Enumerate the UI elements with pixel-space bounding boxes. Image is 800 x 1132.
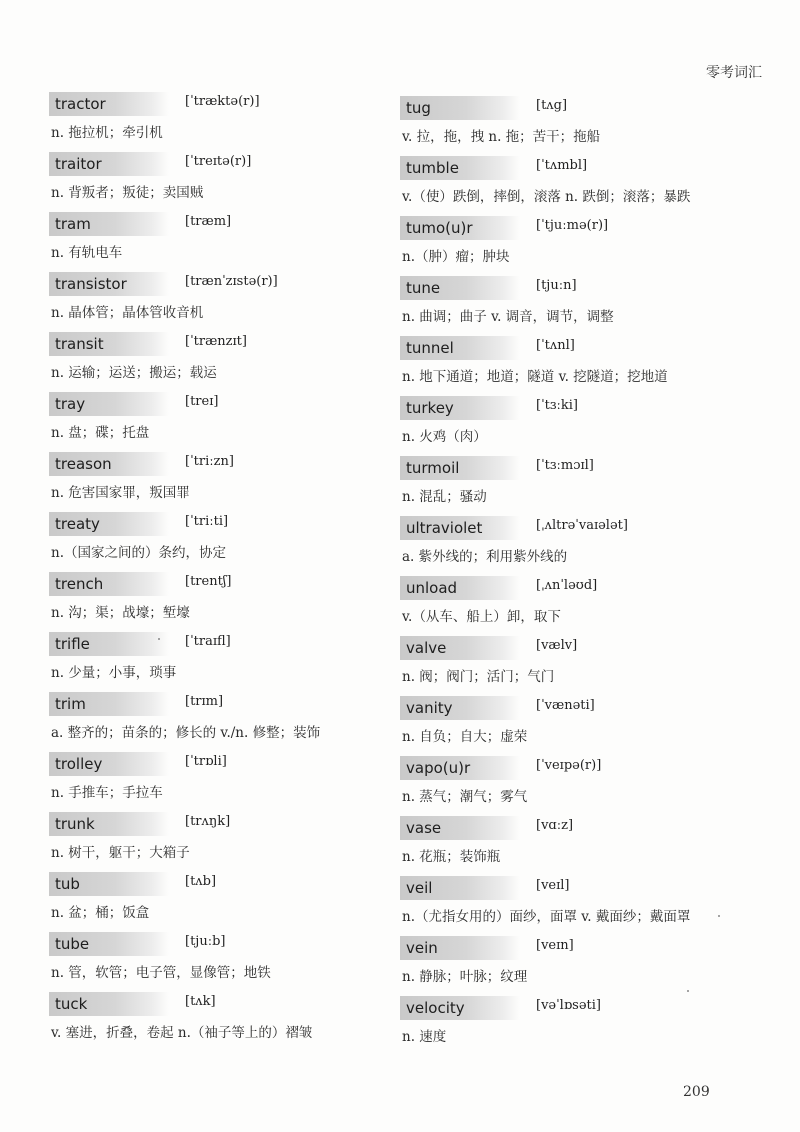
entry-phonetic: [tjuːb] — [185, 934, 226, 949]
page-number: 209 — [683, 1084, 710, 1100]
vocab-entry — [400, 636, 740, 696]
entry-phonetic: [ˈveɪpə(r)] — [536, 758, 602, 773]
entry-word: unload — [400, 576, 520, 600]
vocab-entry — [49, 152, 389, 212]
entry-definition: n. 有轨电车 — [51, 245, 123, 261]
vocab-entry — [49, 872, 389, 932]
vocab-entry — [400, 816, 740, 876]
vocab-entry — [400, 696, 740, 756]
vocab-entry — [49, 452, 389, 512]
entry-definition: a. 紫外线的；利用紫外线的 — [402, 549, 568, 565]
entry-definition: n. 少量；小事，琐事 — [51, 665, 177, 681]
entry-word: tunnel — [400, 336, 520, 360]
vocab-entry — [400, 336, 740, 396]
entry-word: trolley — [49, 752, 169, 776]
entry-definition: n. 自负；自大；虚荣 — [402, 729, 528, 745]
entry-phonetic: [ˈtjuːmə(r)] — [536, 218, 609, 233]
entry-definition: n. 花瓶；装饰瓶 — [402, 849, 501, 865]
entry-word: tumo(u)r — [400, 216, 520, 240]
entry-word: transit — [49, 332, 169, 356]
entry-phonetic: [tjuːn] — [536, 278, 577, 293]
entry-word: trifle — [49, 632, 169, 656]
vocab-entry — [49, 812, 389, 872]
entry-phonetic: [ˈtriːti] — [185, 514, 229, 529]
entry-word: trunk — [49, 812, 169, 836]
entry-word: vanity — [400, 696, 520, 720]
vocab-entry — [400, 456, 740, 516]
entry-definition: n. 晶体管；晶体管收音机 — [51, 305, 204, 321]
entry-definition: n. 曲调；曲子 v. 调音，调节，调整 — [402, 309, 614, 325]
entry-phonetic: [veɪn] — [536, 938, 574, 953]
entry-word: tumble — [400, 156, 520, 180]
entry-word: transistor — [49, 272, 169, 296]
entry-phonetic: [tʌk] — [185, 994, 216, 1009]
vocab-entry — [49, 512, 389, 572]
right-column — [400, 96, 740, 1056]
entry-definition: n. 静脉；叶脉；纹理 — [402, 969, 528, 985]
vocab-entry — [49, 332, 389, 392]
vocab-entry — [49, 992, 389, 1052]
entry-word: turkey — [400, 396, 520, 420]
entry-word: vase — [400, 816, 520, 840]
entry-definition: n. 危害国家罪，叛国罪 — [51, 485, 190, 501]
vocab-entry — [400, 996, 740, 1056]
entry-word: trench — [49, 572, 169, 596]
entry-word: tune — [400, 276, 520, 300]
vocab-entry — [49, 572, 389, 632]
entry-phonetic: [ˌʌltrəˈvaɪələt] — [536, 518, 628, 533]
vocab-entry — [400, 876, 740, 936]
entry-phonetic: [veɪl] — [536, 878, 570, 893]
vocab-entry — [400, 396, 740, 456]
entry-phonetic: [vɑːz] — [536, 818, 574, 833]
entry-definition: n. 盘；碟；托盘 — [51, 425, 150, 441]
entry-word: tuck — [49, 992, 169, 1016]
vocab-entry — [400, 96, 740, 156]
vocab-entry — [49, 692, 389, 752]
entry-definition: a. 整齐的；苗条的；修长的 v./n. 修整；装饰 — [51, 725, 321, 741]
entry-word: tray — [49, 392, 169, 416]
entry-phonetic: [ˈtreɪtə(r)] — [185, 154, 252, 169]
entry-word: turmoil — [400, 456, 520, 480]
entry-word: vein — [400, 936, 520, 960]
vocab-entry — [49, 752, 389, 812]
entry-definition: v.（从车、船上）卸，取下 — [402, 609, 561, 625]
vocab-entry — [49, 212, 389, 272]
entry-definition: n.（国家之间的）条约，协定 — [51, 545, 226, 561]
entry-word: tub — [49, 872, 169, 896]
entry-phonetic: [ˈtɜːki] — [536, 398, 578, 413]
entry-phonetic: [trænˈzɪstə(r)] — [185, 274, 278, 289]
entry-word: treaty — [49, 512, 169, 536]
entry-definition: n. 火鸡（肉） — [402, 429, 487, 445]
entry-definition: n. 沟；渠；战壕；堑壕 — [51, 605, 190, 621]
entry-phonetic: [vælv] — [536, 638, 578, 653]
entry-phonetic: [ˈtɜːmɔɪl] — [536, 458, 594, 473]
entry-phonetic: [ˌʌnˈləʊd] — [536, 578, 598, 593]
entry-definition: n. 阀；阀门；活门；气门 — [402, 669, 555, 685]
entry-definition: n. 速度 — [402, 1029, 447, 1045]
entry-definition: n. 拖拉机；牵引机 — [51, 125, 163, 141]
entry-phonetic: [træm] — [185, 214, 232, 229]
entry-phonetic: [ˈtriːzn] — [185, 454, 234, 469]
vocab-entry — [49, 272, 389, 332]
scan-speck — [687, 990, 689, 992]
entry-word: tram — [49, 212, 169, 236]
vocab-entry — [400, 156, 740, 216]
vocab-entry — [49, 92, 389, 152]
entry-definition: v.（使）跌倒，摔倒，滚落 n. 跌倒；滚落；暴跌 — [402, 189, 691, 205]
left-column — [49, 92, 389, 1052]
entry-phonetic: [ˈtræktə(r)] — [185, 94, 260, 109]
entry-definition: n. 盆；桶；饭盒 — [51, 905, 150, 921]
vocab-entry — [49, 932, 389, 992]
entry-word: veil — [400, 876, 520, 900]
entry-word: traitor — [49, 152, 169, 176]
entry-phonetic: [ˈvænəti] — [536, 698, 595, 713]
entry-word: treason — [49, 452, 169, 476]
entry-word: tube — [49, 932, 169, 956]
vocab-entry — [400, 216, 740, 276]
vocab-entry — [400, 276, 740, 336]
vocab-entry — [49, 392, 389, 452]
entry-definition: n. 背叛者；叛徒；卖国贼 — [51, 185, 204, 201]
entry-word: ultraviolet — [400, 516, 520, 540]
entry-definition: n. 树干，躯干；大箱子 — [51, 845, 190, 861]
entry-word: trim — [49, 692, 169, 716]
entry-definition: n. 蒸气；潮气；雾气 — [402, 789, 528, 805]
vocab-entry — [400, 576, 740, 636]
entry-phonetic: [vəˈlɒsəti] — [536, 998, 601, 1013]
entry-phonetic: [ˈtrɒli] — [185, 754, 227, 769]
entry-phonetic: [ˈtraɪfl] — [185, 634, 231, 649]
entry-word: valve — [400, 636, 520, 660]
entry-definition: n.（肿）瘤；肿块 — [402, 249, 510, 265]
page-header-title: 零考词汇 — [706, 65, 762, 81]
entry-phonetic: [tʌb] — [185, 874, 217, 889]
entry-definition: v. 拉，拖，拽 n. 拖；苦干；拖船 — [402, 129, 601, 145]
entry-definition: n. 手推车；手拉车 — [51, 785, 163, 801]
scan-speck — [718, 915, 720, 917]
vocab-entry — [400, 516, 740, 576]
vocab-entry — [400, 936, 740, 996]
entry-phonetic: [trentʃ] — [185, 574, 232, 589]
entry-definition: n. 运输；运送；搬运；载运 — [51, 365, 217, 381]
entry-phonetic: [tʌg] — [536, 98, 568, 113]
entry-word: velocity — [400, 996, 520, 1020]
entry-word: vapo(u)r — [400, 756, 520, 780]
entry-word: tractor — [49, 92, 169, 116]
entry-phonetic: [ˈtʌnl] — [536, 338, 575, 353]
entry-definition: n. 混乱；骚动 — [402, 489, 487, 505]
entry-definition: v. 塞进，折叠，卷起 n.（袖子等上的）褶皱 — [51, 1025, 313, 1041]
entry-phonetic: [ˈtʌmbl] — [536, 158, 588, 173]
scan-speck — [158, 638, 160, 640]
entry-phonetic: [trʌŋk] — [185, 814, 231, 829]
entry-definition: n. 管，软管；电子管，显像管；地铁 — [51, 965, 271, 981]
vocab-entry — [400, 756, 740, 816]
entry-definition: n.（尤指女用的）面纱，面罩 v. 戴面纱；戴面罩 — [402, 909, 691, 925]
entry-phonetic: [treɪ] — [185, 394, 219, 409]
entry-word: tug — [400, 96, 520, 120]
entry-definition: n. 地下通道；地道；隧道 v. 挖隧道；挖地道 — [402, 369, 668, 385]
vocab-entry — [49, 632, 389, 692]
entry-phonetic: [ˈtrænzɪt] — [185, 334, 247, 349]
entry-phonetic: [trɪm] — [185, 694, 224, 709]
